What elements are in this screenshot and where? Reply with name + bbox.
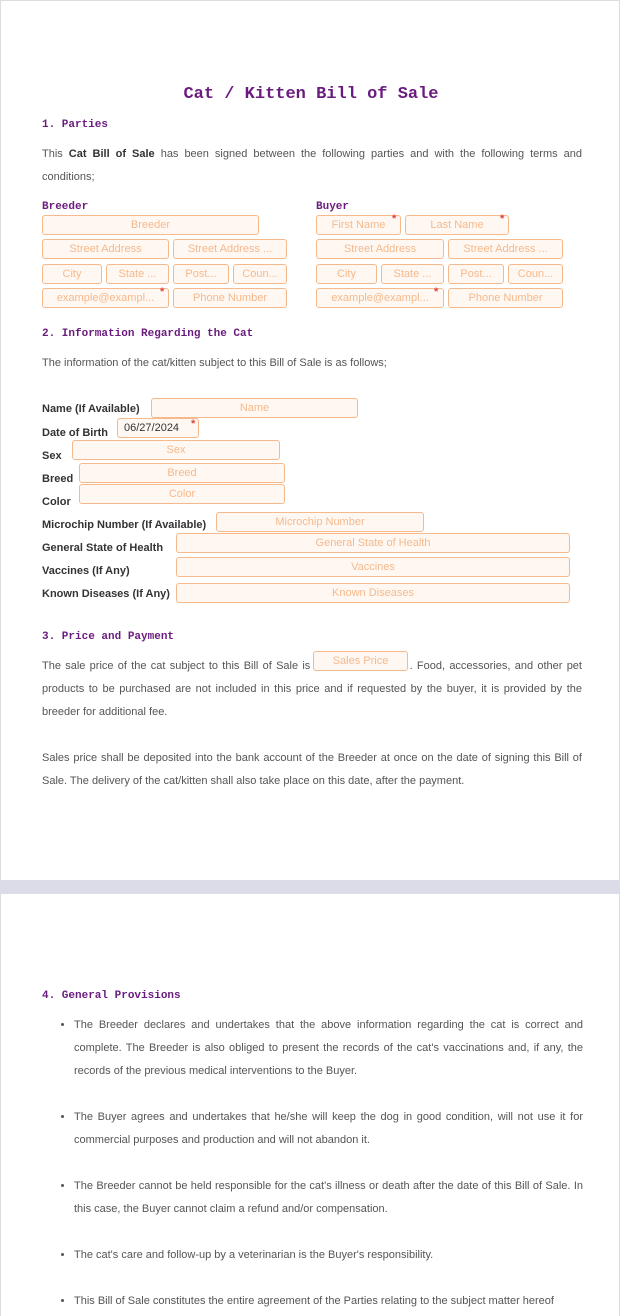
diseases-field[interactable]: Known Diseases [176, 583, 570, 603]
cat-name-field[interactable]: Name [151, 398, 358, 418]
breed-field[interactable]: Breed [79, 463, 285, 483]
date-of-birth-label: Date of Birth [42, 427, 108, 439]
buyer-phone-field[interactable]: Phone Number [448, 288, 563, 308]
diseases-label: Known Diseases (If Any) [42, 588, 170, 600]
breed-label: Breed [42, 473, 74, 485]
buyer-state-field[interactable]: State ... [381, 264, 444, 284]
buyer-street1-field[interactable]: Street Address [316, 239, 444, 259]
date-of-birth-field[interactable]: 06/27/2024 [117, 418, 199, 438]
cat-name-label: Name (If Available) [42, 403, 140, 415]
buyer-label: Buyer [316, 201, 350, 213]
list-item: • The Breeder cannot be held responsible for the cat's illness or death after the date of this Bill of Sale. In this case, the Buyer cannot claim a refund and/or compensation. [74, 1175, 583, 1221]
buyer-last-name-required-mark: * [500, 213, 505, 225]
buyer-email-required-mark: * [434, 286, 439, 298]
breeder-label: Breeder [42, 201, 89, 213]
breeder-email-required-mark: * [160, 286, 165, 298]
breeder-state-field[interactable]: State ... [106, 264, 169, 284]
color-field[interactable]: Color [79, 484, 285, 504]
section-3-paragraph-1: The sale price of the cat subject to this Bill of Sale is . Food, accessories, and other pet products to be purchased are not included in this price and if requested by the buyer, it is provided by the breeder for additional fee. [42, 660, 582, 718]
sex-field[interactable]: Sex [72, 440, 280, 460]
health-field[interactable]: General State of Health [176, 533, 570, 553]
vaccines-field[interactable]: Vaccines [176, 557, 570, 577]
buyer-country-field[interactable]: Coun... [508, 264, 563, 284]
breeder-postal-field[interactable]: Post... [173, 264, 229, 284]
microchip-field[interactable]: Microchip Number [216, 512, 424, 532]
buyer-street2-field[interactable]: Street Address ... [448, 239, 563, 259]
document-title: Cat / Kitten Bill of Sale [183, 85, 439, 104]
list-item: • This Bill of Sale constitutes the entire agreement of the Parties relating to the subject matter hereof [74, 1290, 583, 1313]
health-label: General State of Health [42, 542, 164, 554]
vaccines-label: Vaccines (If Any) [42, 565, 130, 577]
breeder-street1-field[interactable]: Street Address [42, 239, 169, 259]
page-2 [0, 894, 620, 1316]
buyer-email-field[interactable]: example@exampl... [316, 288, 444, 308]
breeder-street2-field[interactable]: Street Address ... [173, 239, 287, 259]
microchip-label: Microchip Number (If Available) [42, 519, 207, 531]
buyer-postal-field[interactable]: Post... [448, 264, 504, 284]
color-label: Color [42, 496, 71, 508]
list-item: • The Buyer agrees and undertakes that he/she will keep the dog in good condition, will not use it for commercial purposes and production and will not abandon it. [74, 1106, 583, 1152]
section-2-heading: 2. Information Regarding the Cat [42, 328, 254, 340]
buyer-last-name-field[interactable]: Last Name [405, 215, 509, 235]
sex-label: Sex [42, 450, 62, 462]
section-1-heading: 1. Parties [42, 119, 109, 131]
breeder-city-field[interactable]: City [42, 264, 102, 284]
section-1-intro: This Cat Bill of Sale has been signed between the following parties and with the following terms and conditions; [42, 148, 582, 183]
general-provisions-list [61, 1014, 583, 1316]
buyer-first-name-required-mark: * [392, 213, 397, 225]
breeder-country-field[interactable]: Coun... [233, 264, 287, 284]
section-2-intro: The information of the cat/kitten subject to this Bill of Sale is as follows; [42, 357, 387, 369]
breeder-email-field[interactable]: example@exampl... [42, 288, 169, 308]
section-3-heading: 3. Price and Payment [42, 631, 175, 643]
page-separator [0, 880, 620, 894]
list-item: • The Breeder declares and undertakes that the above information regarding the cat is correct and complete. The Breeder is also obliged to present the records of the cat's vaccinations and, if any, the records of the previous medical interventions to the Buyer. [74, 1014, 583, 1083]
section-3-paragraph-2: Sales price shall be deposited into the bank account of the Breeder at once on the date of signing this Bill of Sale. The delivery of the cat/kitten shall also take place on this date, after the payment. [42, 752, 582, 787]
breeder-name-field[interactable]: Breeder [42, 215, 259, 235]
buyer-first-name-field[interactable]: First Name [316, 215, 401, 235]
date-of-birth-required-mark: * [191, 418, 196, 430]
list-item: • The cat's care and follow-up by a veterinarian is the Buyer's responsibility. [74, 1244, 583, 1267]
breeder-phone-field[interactable]: Phone Number [173, 288, 287, 308]
section-4-heading: 4. General Provisions [42, 990, 181, 1002]
buyer-city-field[interactable]: City [316, 264, 377, 284]
sales-price-field[interactable]: Sales Price [313, 651, 408, 671]
